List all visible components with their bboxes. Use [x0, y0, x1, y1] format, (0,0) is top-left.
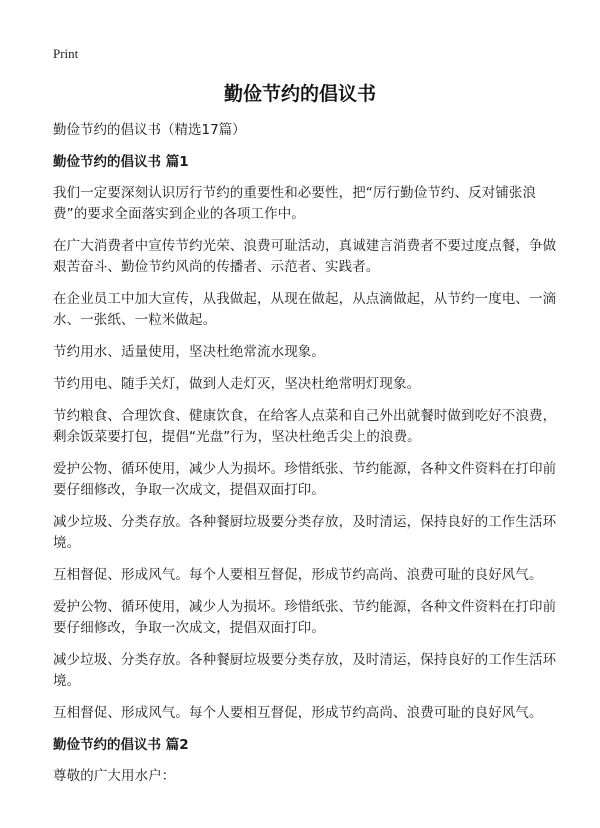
paragraph: 互相督促、形成风气。每个人要相互督促，形成节约高尚、浪费可耻的良好风气。 — [53, 567, 543, 583]
paragraph: 尊敬的广大用水户： — [53, 768, 176, 784]
paragraph: 爱护公物、循环使用，减少人为损坏。珍惜纸张、节约能源，各种文件资料在打印前要仔细修改，争取一次成文，提倡双面打印。 — [53, 599, 557, 636]
paragraph: 节约用电、随手关灯，做到人走灯灭，坚决杜绝常明灯现象。 — [53, 376, 421, 392]
page-title: 勤俭节约的倡议书 — [223, 83, 376, 105]
paragraph: 互相督促、形成风气。每个人要相互督促，形成节约高尚、浪费可耻的良好风气。 — [53, 705, 543, 721]
section-heading: 勤俭节约的倡议书 篇2 — [53, 737, 189, 753]
paragraph: 在广大消费者中宣传节约光荣、浪费可耻活动，真诚建言消费者不要过度点餐，争做艰苦奋斗、勤俭节约风尚的传播者、示范者、实践者。 — [53, 238, 557, 275]
document-body — [53, 120, 560, 798]
document-subtitle: 勤俭节约的倡议书（精选17篇） — [53, 122, 246, 138]
paragraph: 爱护公物、循环使用，减少人为损坏。珍惜纸张、节约能源，各种文件资料在打印前要仔细修改，争取一次成文，提倡双面打印。 — [53, 461, 557, 498]
section-1 — [53, 152, 560, 724]
section-heading: 勤俭节约的倡议书 篇1 — [53, 154, 189, 170]
print-link[interactable]: Print — [53, 46, 79, 61]
paragraph: 在企业员工中加大宣传，从我做起，从现在做起，从点滴做起，从节约一度电、一滴水、一张纸、一粒米做起。 — [53, 291, 557, 328]
paragraph: 节约粮食、合理饮食、健康饮食，在给客人点菜和自己外出就餐时做到吃好不浪费，剩余饭菜要打包，提倡“光盘”行为，坚决杜绝舌尖上的浪费。 — [53, 408, 557, 445]
paragraph: 我们一定要深刻认识厉行节约的重要性和必要性，把“厉行勤俭节约、反对铺张浪费”的要求全面落实到企业的各项工作中。 — [53, 185, 537, 222]
section-2 — [53, 735, 560, 787]
paragraph: 节约用水、适量使用，坚决杜绝常流水现象。 — [53, 344, 325, 360]
paragraph: 减少垃圾、分类存放。各种餐厨垃圾要分类存放，及时清运，保持良好的工作生活环境。 — [53, 652, 557, 689]
paragraph: 减少垃圾、分类存放。各种餐厨垃圾要分类存放，及时清运，保持良好的工作生活环境。 — [53, 514, 557, 551]
